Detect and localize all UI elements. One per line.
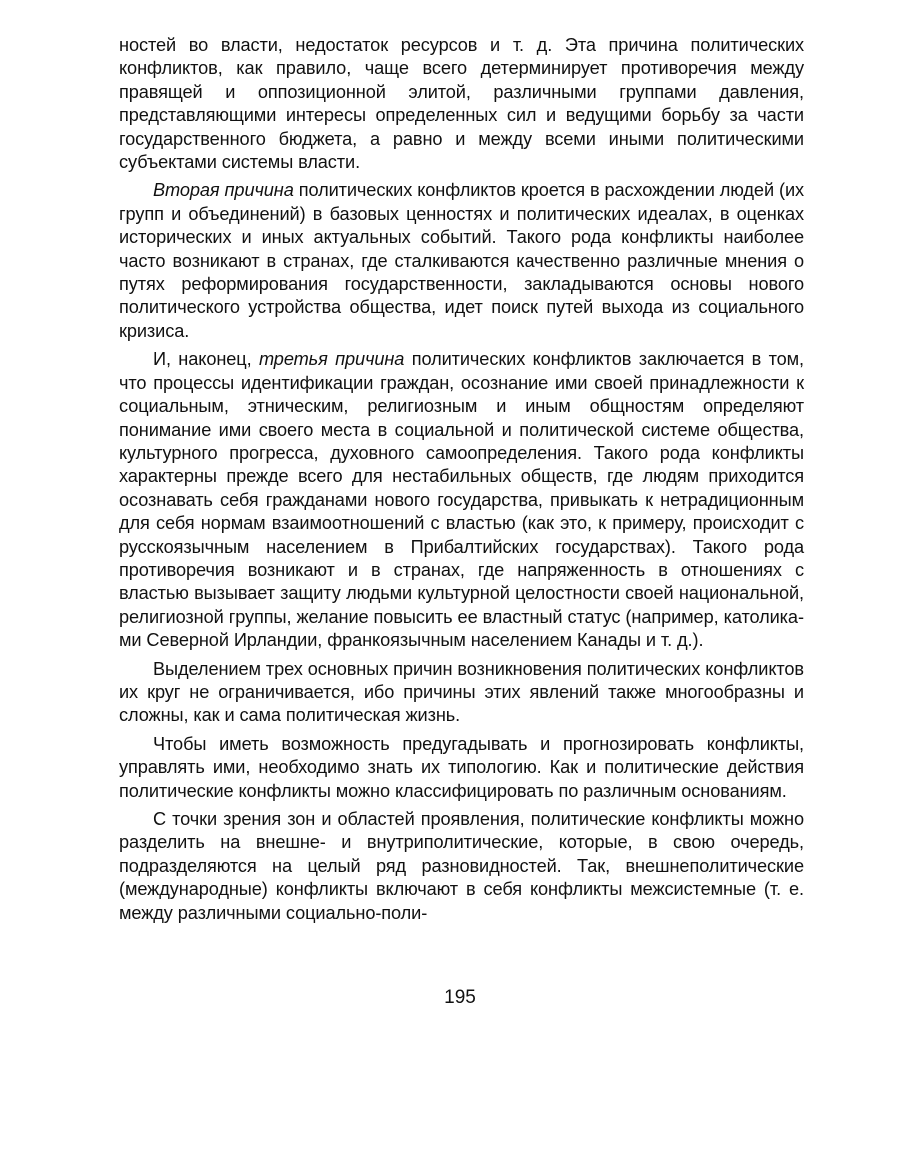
paragraph-3 [119, 348, 804, 652]
paragraph-4 [119, 658, 804, 728]
paragraph-3-italic-term: третья причина [258, 349, 405, 370]
paragraph-2-text: политических конфликтов кроется в расхождении людей (их групп и объединений) в базовых ценностях и политических идеалах, в оценках исторических и иных актуальных событий. Такого рода конфликты наиболее часто возникают в странах, где сталкиваются качественно различные мнения о путях реформирования государственности, закладываются основы нового политического устройства общества, идет поиск путей выхода из социального кризиса. [119, 180, 804, 341]
paragraph-4-text: Выделением трех основных причин возникновения политических конфликтов их круг не ограничивается, ибо причины этих явлений также многообразны и сложны, как и сама политическая жизнь. [119, 658, 804, 726]
paragraph-3-text: политических конфликтов заключается в том, что процессы идентификации граждан, осознание ими своей принадлежности к социальным, этническим, религиозным и иным общностям определяют понимание ими своего места в социальной и политической системе общества, культурного прогресса, духовного самоопределения. Такого рода конфликты характерны прежде всего для нестабильных обществ, где людям приходится осознавать себя гражданами нового государства, привыкать к нетрадиционным для себя нормам взаимоотношений с властью (как это, к примеру, происходит с русскоязычным населением в Прибалтийских государствах). Такого рода противоречия возникают и в странах, где напряженность в отношениях с властью вызывает защиту людьми культурной целостности своей национальной, религиозной группы, желание повысить ее властный статус (например, католиками Северной Ирландии, франкоязычным населением Канады и т. д.). [119, 349, 804, 651]
page-body [119, 34, 804, 925]
paragraph-3-lead: И, наконец, [153, 349, 259, 370]
paragraph-1 [119, 34, 804, 174]
paragraph-2-italic-term: Вторая причина [153, 180, 294, 201]
paragraph-5 [119, 733, 804, 803]
paragraph-6 [119, 808, 804, 925]
paragraph-1-text: ностей во власти, недостаток ресурсов и т. д. Эта причина политических конфликтов, как правило, чаще всего детерминирует противоречия между правящей и оппозиционной элитой, различными группами давления, представляющими интересы определенных сил и ведущими борьбу за части государственного бюджета, а равно и между всеми иными политическими субъектами системы власти. [119, 35, 804, 173]
paragraph-2 [119, 179, 804, 343]
paragraph-6-text: С точки зрения зон и областей проявления, политические конфликты можно разделить на внешне- и внутриполитические, которые, в свою очередь, подразделяются на целый ряд разновидностей. Так, внешнеполитические (международные) конфликты включают в себя конфликты межсистемные (т. е. между различными социально-поли- [119, 809, 804, 923]
paragraph-5-text: Чтобы иметь возможность предугадывать и прогнозировать конфликты, управлять ими, необходимо знать их типологию. Как и политические действия политические конфликты можно классифицировать по различным основаниям. [119, 733, 804, 801]
page-number: 195 [444, 987, 476, 1008]
